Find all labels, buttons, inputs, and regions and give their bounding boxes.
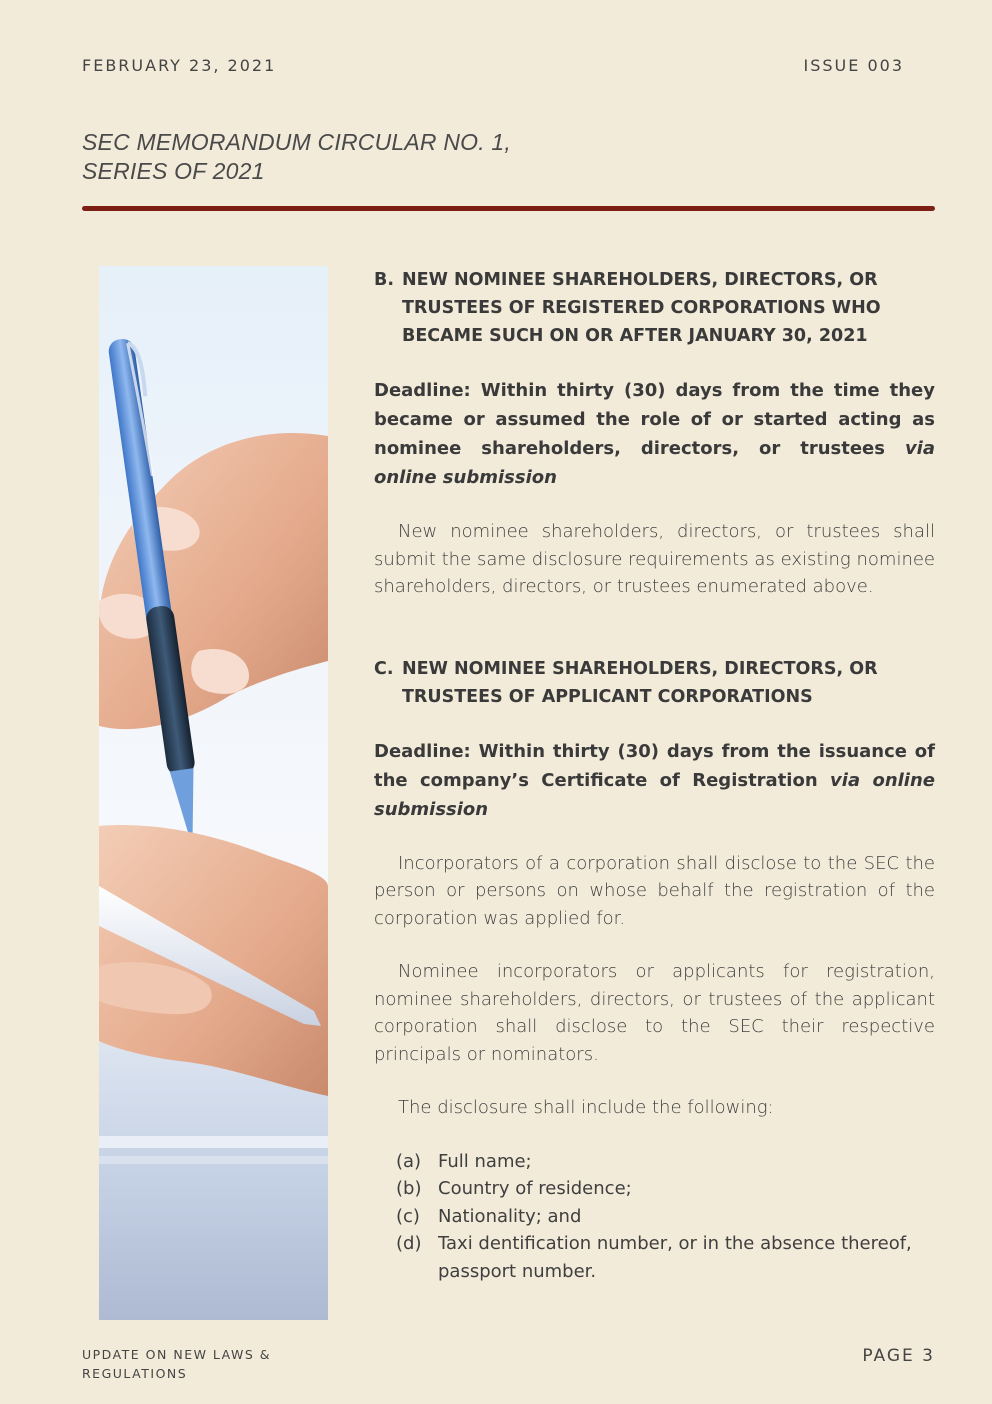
- section-c-heading-text: NEW NOMINEE SHAREHOLDERS, DIRECTORS, OR TRUSTEES OF APPLICANT CORPORATIONS: [402, 658, 878, 707]
- list-marker: (b): [396, 1178, 422, 1199]
- section-c-deadline: [374, 737, 935, 824]
- list-marker: (c): [396, 1205, 420, 1227]
- section-b-heading-text: NEW NOMINEE SHAREHOLDERS, DIRECTORS, OR TRUSTEES OF REGISTERED CORPORATIONS WHO BECAME SUCH ON OR AFTER JANUARY 30, 2021: [402, 270, 881, 346]
- section-b-heading: [374, 266, 935, 350]
- list-item-text: Country of residence;: [438, 1178, 632, 1199]
- section-c-letter: C.: [374, 658, 394, 679]
- title-line-2: SERIES OF 2021: [82, 158, 265, 184]
- section-b-deadline: [374, 376, 935, 492]
- list-item-text: Full name;: [438, 1150, 532, 1172]
- list-item-text: Nationality; and: [438, 1205, 582, 1227]
- list-item: [396, 1230, 935, 1285]
- list-marker: (a): [396, 1150, 422, 1172]
- section-c-paragraph-2: Nominee incorporators or applicants for registration, nominee shareholders, directors, or trustees of the applicant corporation shall disclose to the SEC their respective principals or nominators.: [374, 961, 935, 1065]
- title-line-1: SEC MEMORANDUM CIRCULAR NO. 1,: [82, 129, 511, 155]
- list-item: [396, 1148, 935, 1176]
- header-date: FEBRUARY 23, 2021: [82, 56, 277, 75]
- section-b-deadline-italic: via online submission: [374, 438, 935, 488]
- list-marker: (d): [396, 1233, 422, 1254]
- footer-section-label: UPDATE ON NEW LAWS & REGULATIONS: [82, 1347, 272, 1381]
- list-item: [396, 1175, 935, 1203]
- section-b-deadline-text: Deadline: Within thirty (30) days from the time they became or assumed the role of or started acting as nominee shareholders, directors, or trustees: [374, 380, 935, 459]
- disclosure-list: [396, 1148, 935, 1286]
- section-c-paragraph-3: The disclosure shall include the following:: [398, 1097, 774, 1118]
- header-issue: ISSUE 003: [803, 56, 904, 75]
- list-item: [396, 1203, 935, 1231]
- section-c-deadline-italic: via online submission: [374, 769, 936, 820]
- list-item-text: Taxi dentification number, or in the absence thereof, passport number.: [438, 1233, 912, 1282]
- photo-illustration: [99, 266, 328, 1320]
- page-title: [82, 128, 511, 186]
- main-content: [374, 266, 935, 1285]
- title-divider: [82, 206, 935, 211]
- footer-page-number: PAGE 3: [862, 1346, 935, 1366]
- section-c-paragraph-1: Incorporators of a corporation shall disclose to the SEC the person or persons on whose behalf the registration of the corporation was applied for.: [374, 852, 935, 929]
- hands-holding-pens-photo: [99, 266, 328, 1320]
- section-c-heading: [374, 655, 935, 711]
- section-c-deadline-text: Deadline: Within thirty (30) days from the issuance of the company’s Certificate of Registration: [374, 740, 935, 791]
- section-b-paragraph: New nominee shareholders, directors, or trustees shall submit the same disclosure requirements as existing nominee shareholders, directors, or trustees enumerated above.: [374, 521, 935, 597]
- section-b-letter: B.: [374, 270, 394, 290]
